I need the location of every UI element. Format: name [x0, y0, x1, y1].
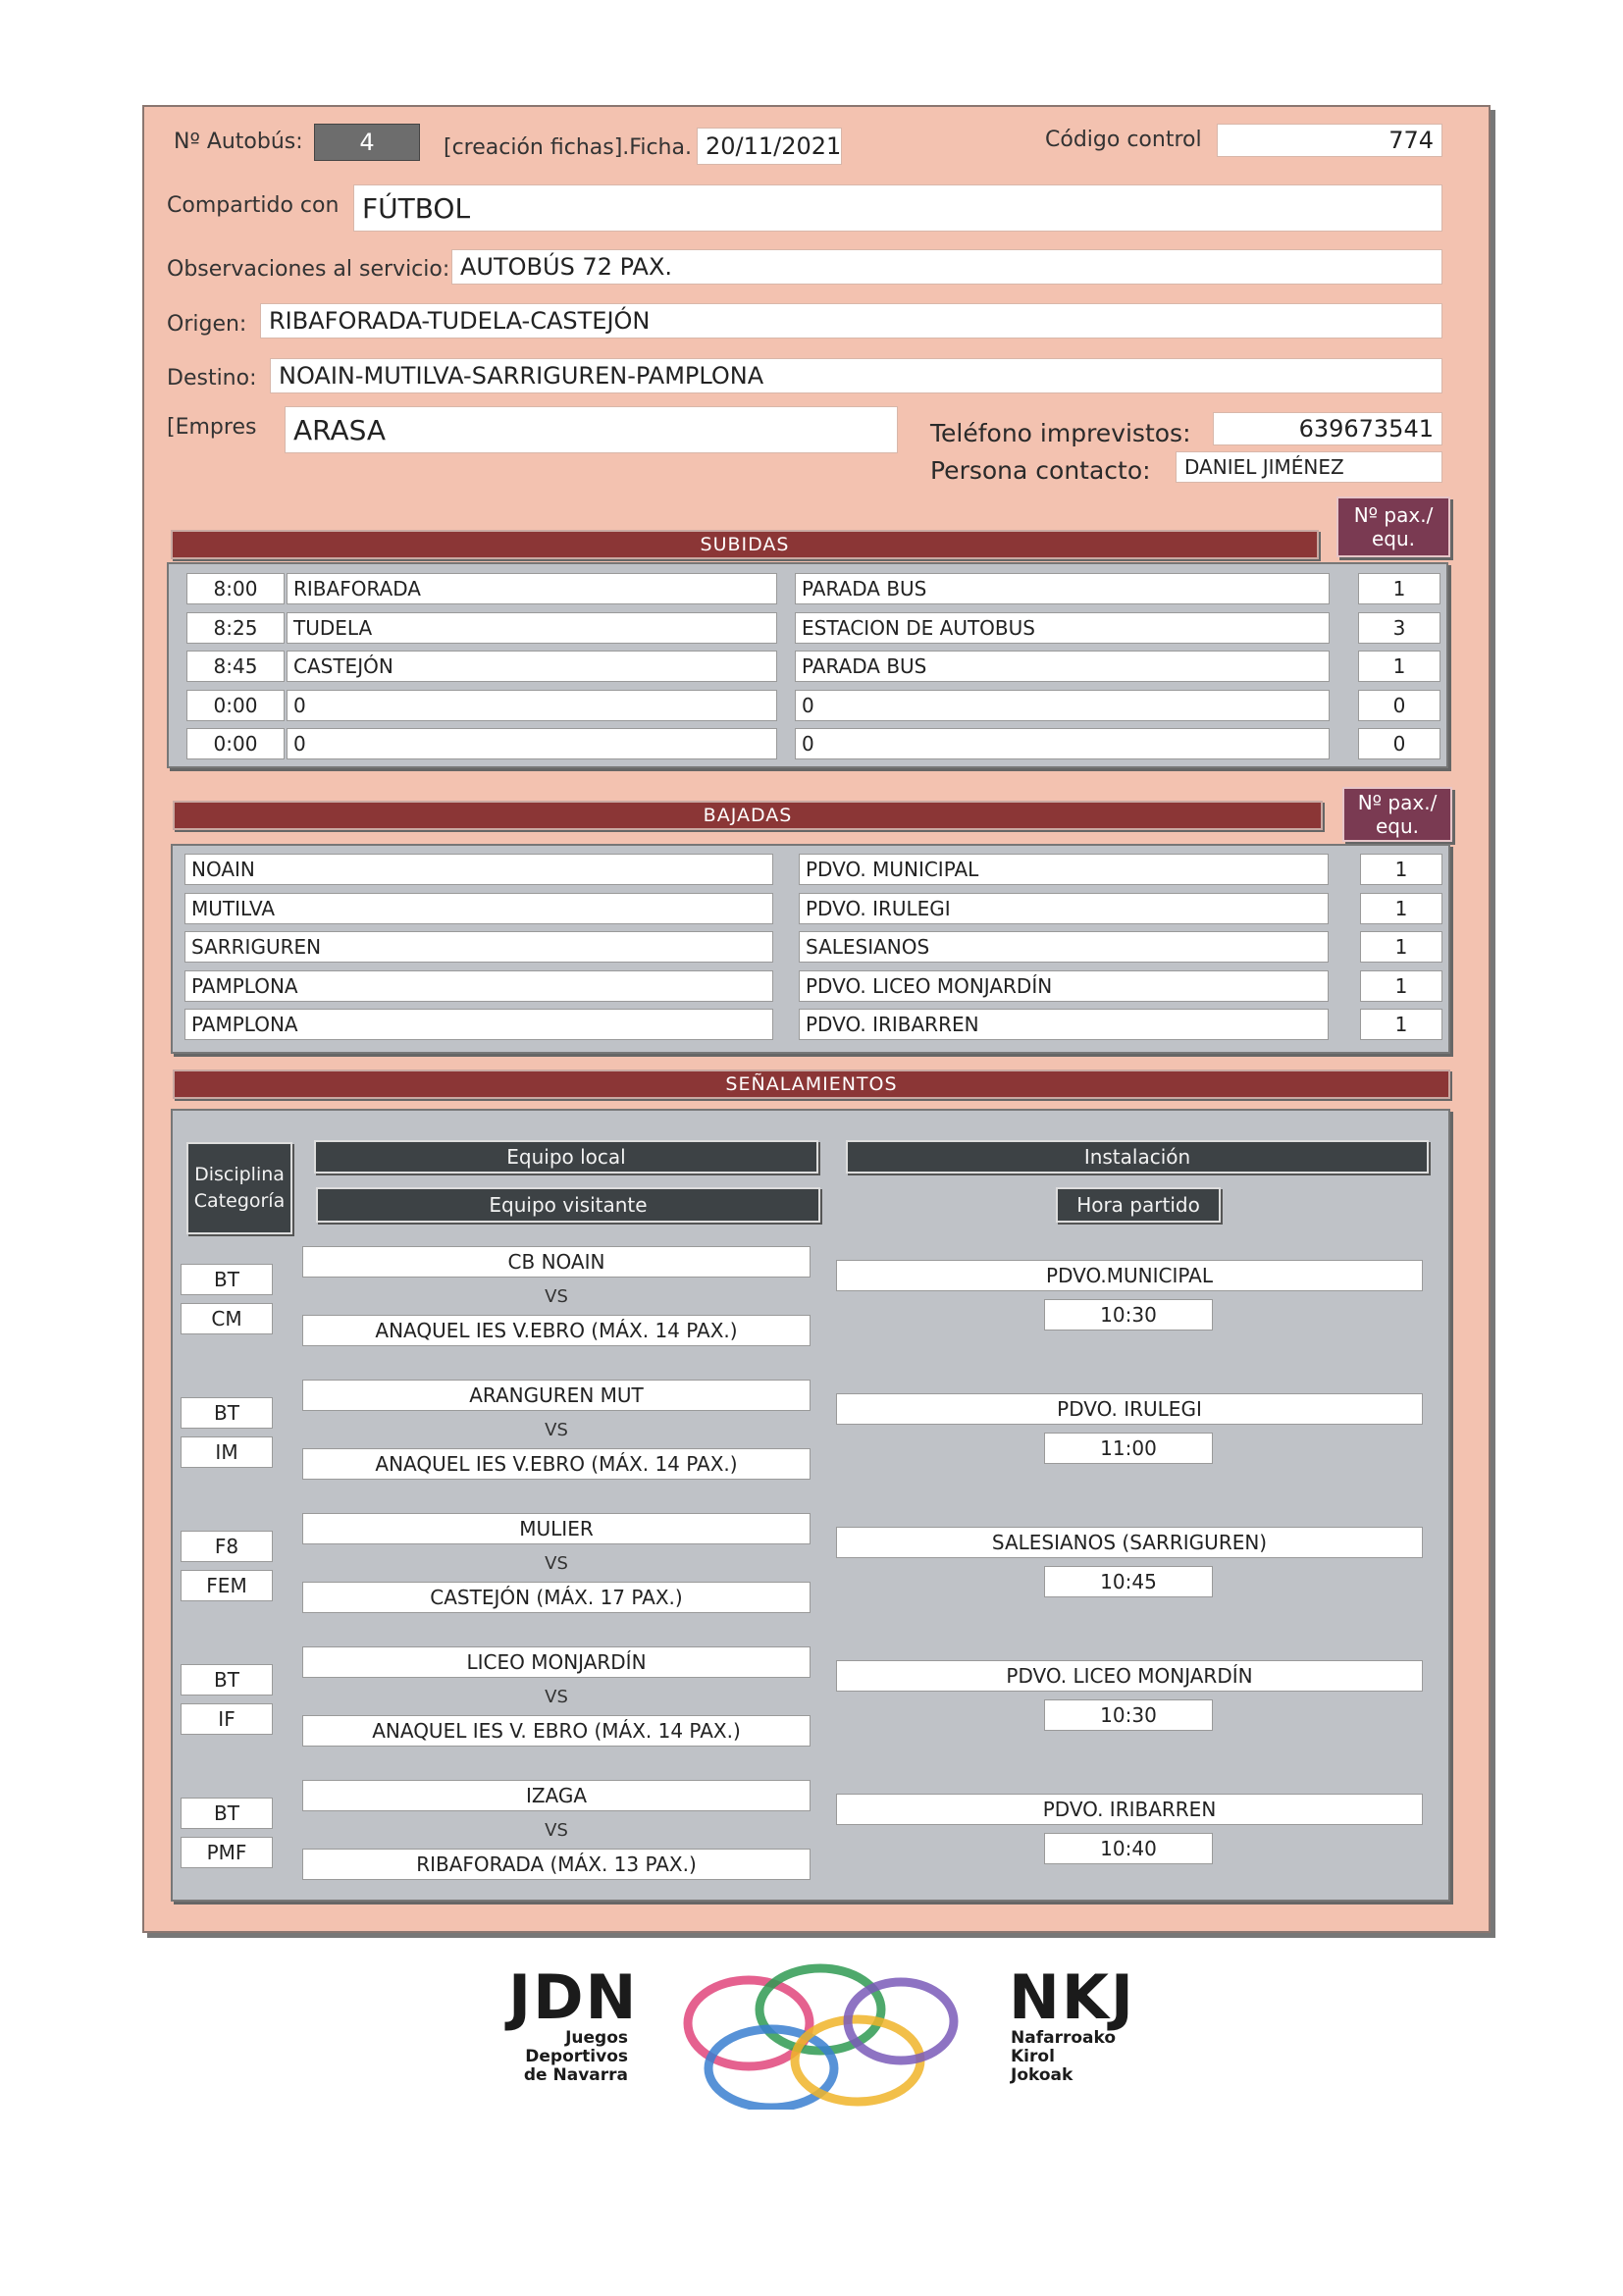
bajada-pax[interactable]: 1 [1360, 931, 1442, 963]
subida-time[interactable]: 0:00 [186, 690, 285, 721]
match-vs-text: VS [545, 1553, 568, 1574]
match-time[interactable]: 10:30 [1044, 1299, 1213, 1331]
match-time[interactable]: 10:30 [1044, 1699, 1213, 1731]
match-local-team[interactable]: MULIER [302, 1513, 811, 1544]
nkj-line1: Nafarroako [1011, 2028, 1117, 2048]
senalamientos-header: SEÑALAMIENTOS [173, 1070, 1450, 1099]
ficha-label: [creación fichas].Ficha. [444, 135, 692, 160]
subidas-pax-header: Nº pax./ equ. [1336, 496, 1450, 557]
subida-town[interactable]: CASTEJÓN [287, 651, 777, 682]
nkj-line2: Kirol [1011, 2047, 1055, 2066]
bajada-town[interactable]: SARRIGUREN [184, 931, 773, 963]
control-code-field[interactable]: 774 [1217, 124, 1442, 157]
match-category[interactable]: PMF [181, 1837, 273, 1868]
match-venue[interactable]: PDVO. IRIBARREN [836, 1794, 1423, 1825]
nkj-logo: NKJ [1009, 1961, 1136, 2033]
destination-field[interactable]: NOAIN-MUTILVA-SARRIGUREN-PAMPLONA [270, 358, 1442, 393]
bajada-stop[interactable]: PDVO. IRULEGI [799, 893, 1329, 924]
bajada-stop[interactable]: PDVO. IRIBARREN [799, 1009, 1329, 1040]
match-discipline[interactable]: BT [181, 1264, 273, 1295]
match-visitor-team[interactable]: CASTEJÓN (MÁX. 17 PAX.) [302, 1582, 811, 1613]
match-vs-text: VS [545, 1420, 568, 1440]
origin-label: Origen: [167, 312, 247, 337]
match-time-header: Hora partido [1056, 1187, 1221, 1223]
company-label: [Empres [167, 415, 257, 440]
bajada-pax[interactable]: 1 [1360, 854, 1442, 885]
match-local-team[interactable]: IZAGA [302, 1780, 811, 1811]
match-venue[interactable]: PDVO.MUNICIPAL [836, 1260, 1423, 1291]
jdn-line1: Juegos [565, 2028, 628, 2048]
contact-field[interactable]: DANIEL JIMÉNEZ [1176, 451, 1442, 483]
bus-number-field[interactable]: 4 [314, 124, 420, 161]
match-category[interactable]: CM [181, 1303, 273, 1334]
subida-stop[interactable]: 0 [795, 728, 1330, 759]
phone-label: Teléfono imprevistos: [930, 419, 1191, 447]
observations-label: Observaciones al servicio: [167, 257, 450, 282]
match-local-team[interactable]: LICEO MONJARDÍN [302, 1646, 811, 1678]
match-venue[interactable]: PDVO. LICEO MONJARDÍN [836, 1660, 1423, 1692]
bajadas-header: BAJADAS [173, 801, 1323, 830]
bajada-pax[interactable]: 1 [1360, 970, 1442, 1002]
match-visitor-team[interactable]: ANAQUEL IES V.EBRO (MÁX. 14 PAX.) [302, 1315, 811, 1346]
bajadas-pax-header: Nº pax./ equ. [1342, 787, 1452, 842]
subida-town[interactable]: RIBAFORADA [287, 573, 777, 604]
match-venue[interactable]: SALESIANOS (SARRIGUREN) [836, 1527, 1423, 1558]
match-visitor-team[interactable]: ANAQUEL IES V. EBRO (MÁX. 14 PAX.) [302, 1715, 811, 1747]
subida-town[interactable]: 0 [287, 728, 777, 759]
subida-pax[interactable]: 1 [1358, 573, 1440, 604]
bajada-town[interactable]: PAMPLONA [184, 1009, 773, 1040]
phone-field[interactable]: 639673541 [1213, 412, 1442, 445]
venue-header: Instalación [846, 1140, 1429, 1174]
date-field[interactable]: 20/11/2021 [697, 128, 842, 165]
bajada-town[interactable]: NOAIN [184, 854, 773, 885]
subidas-header: SUBIDAS [171, 530, 1319, 559]
disciplina-header-text: Disciplina Categoría [193, 1164, 286, 1212]
subida-time[interactable]: 8:25 [186, 612, 285, 644]
ring-shape [759, 1968, 881, 2051]
bus-number-label: Nº Autobús: [174, 130, 303, 154]
match-local-team[interactable]: ARANGUREN MUT [302, 1380, 811, 1411]
bajada-town[interactable]: MUTILVA [184, 893, 773, 924]
match-visitor-team[interactable]: RIBAFORADA (MÁX. 13 PAX.) [302, 1849, 811, 1880]
nkj-subtitle [1011, 2029, 1116, 2085]
match-time[interactable]: 10:40 [1044, 1833, 1213, 1864]
visitor-team-header: Equipo visitante [316, 1187, 820, 1223]
bajada-town[interactable]: PAMPLONA [184, 970, 773, 1002]
bajada-stop[interactable]: SALESIANOS [799, 931, 1329, 963]
subida-pax[interactable]: 0 [1358, 690, 1440, 721]
bajada-pax[interactable]: 1 [1360, 893, 1442, 924]
subida-stop[interactable]: ESTACION DE AUTOBUS [795, 612, 1330, 644]
match-vs-text: VS [545, 1286, 568, 1307]
match-discipline[interactable]: F8 [181, 1531, 273, 1562]
subida-pax[interactable]: 1 [1358, 651, 1440, 682]
subida-pax[interactable]: 0 [1358, 728, 1440, 759]
match-discipline[interactable]: BT [181, 1798, 273, 1829]
origin-field[interactable]: RIBAFORADA-TUDELA-CASTEJÓN [260, 303, 1442, 339]
shared-with-label: Compartido con [167, 193, 340, 218]
subida-pax[interactable]: 3 [1358, 612, 1440, 644]
match-category[interactable]: IM [181, 1436, 273, 1468]
match-category[interactable]: IF [181, 1703, 273, 1735]
subida-time[interactable]: 8:00 [186, 573, 285, 604]
company-field[interactable]: ARASA [285, 406, 898, 453]
nkj-line3: Jokoak [1011, 2065, 1073, 2085]
match-time[interactable]: 11:00 [1044, 1433, 1213, 1464]
subida-stop[interactable]: 0 [795, 690, 1330, 721]
jdn-line3: de Navarra [523, 2065, 628, 2085]
observations-field[interactable]: AUTOBÚS 72 PAX. [451, 249, 1442, 285]
match-vs-text: VS [545, 1820, 568, 1841]
match-visitor-team[interactable]: ANAQUEL IES V.EBRO (MÁX. 14 PAX.) [302, 1448, 811, 1480]
match-category[interactable]: FEM [181, 1570, 273, 1601]
match-venue[interactable]: PDVO. IRULEGI [836, 1393, 1423, 1425]
local-team-header: Equipo local [314, 1140, 818, 1174]
bajada-pax[interactable]: 1 [1360, 1009, 1442, 1040]
subida-time[interactable]: 0:00 [186, 728, 285, 759]
shared-with-field[interactable]: FÚTBOL [353, 184, 1442, 232]
jdn-subtitle [510, 2029, 628, 2085]
match-discipline[interactable]: BT [181, 1664, 273, 1696]
jdn-logo: JDN [508, 1961, 639, 2033]
match-discipline[interactable]: BT [181, 1397, 273, 1429]
match-time[interactable]: 10:45 [1044, 1566, 1213, 1597]
bajada-stop[interactable]: PDVO. LICEO MONJARDÍN [799, 970, 1329, 1002]
subida-town[interactable]: TUDELA [287, 612, 777, 644]
subida-stop[interactable]: PARADA BUS [795, 651, 1330, 682]
subida-time[interactable]: 8:45 [186, 651, 285, 682]
control-code-label: Código control [1045, 128, 1202, 152]
subida-stop[interactable]: PARADA BUS [795, 573, 1330, 604]
disciplina-header [186, 1142, 292, 1234]
jdn-line2: Deportivos [525, 2047, 628, 2066]
contact-label: Persona contacto: [930, 456, 1151, 485]
destination-label: Destino: [167, 366, 257, 391]
match-vs-text: VS [545, 1687, 568, 1707]
match-local-team[interactable]: CB NOAIN [302, 1246, 811, 1278]
rings-icon [655, 1962, 989, 2110]
subida-town[interactable]: 0 [287, 690, 777, 721]
bajada-stop[interactable]: PDVO. MUNICIPAL [799, 854, 1329, 885]
